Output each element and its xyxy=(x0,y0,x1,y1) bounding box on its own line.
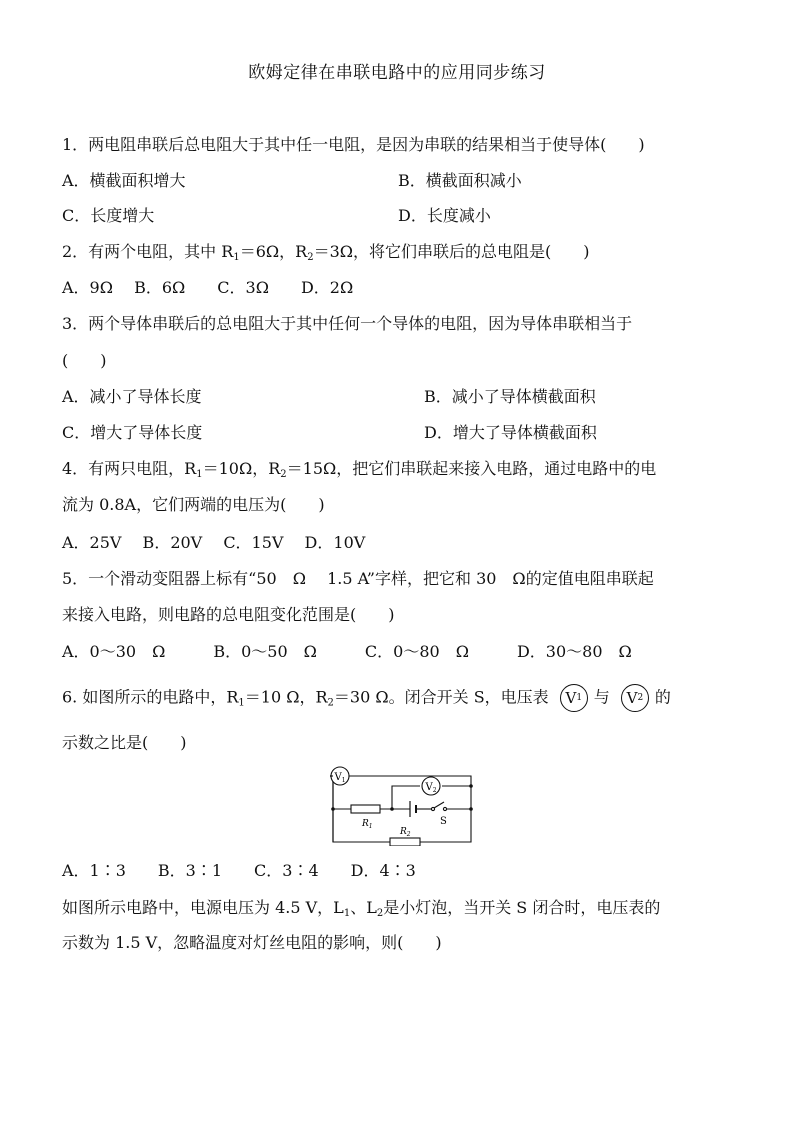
question-1-option-b: B．横截面积减小 xyxy=(398,171,522,190)
question-3-option-d: D．增大了导体横截面积 xyxy=(424,423,597,442)
question-1-option-c: C．长度增大 xyxy=(62,206,155,225)
question-5-stem-cont: 来接入电路，则电路的总电阻变化范围是( ) xyxy=(62,605,395,624)
question-3-option-a: A．减小了导体长度 xyxy=(62,387,202,406)
page-title: 欧姆定律在串联电路中的应用同步练习 xyxy=(248,63,546,83)
voltmeter-v2-icon: V 2 xyxy=(621,684,649,712)
question-6-stem: 6. 如图所示的电路中，$R_1=10$ Ω，$R_2=30$ Ω。闭合开关 S，电压表 V 1 与 V 2 的 xyxy=(62,684,671,715)
question-4-stem: 4．有两只电阻，$R_1=10\Omega$，$R_2=15\Omega$，把它们串联起来接入电路，通过电路中的电 xyxy=(62,459,657,480)
circuit-r2-label: $R_2$ xyxy=(400,827,411,838)
circuit-v1-label: $V_1$ xyxy=(334,772,346,784)
question-3-option-b: B．减小了导体横截面积 xyxy=(424,387,596,406)
question-5-options: A．0～30 Ω B．0～50 Ω C．0～80 Ω D．30～80 Ω xyxy=(62,642,632,661)
question-2-options: A．9Ω B．6Ω C．3Ω D．2Ω xyxy=(62,278,354,297)
question-4-options: A．25V B．20V C．15V D．10V xyxy=(62,533,366,552)
question-6-stem-cont: 示数之比是( ) xyxy=(62,733,187,752)
question-3-stem-cont: ( ) xyxy=(62,351,107,370)
question-4-stem-cont: 流为 0.8A，它们两端的电压为( ) xyxy=(62,495,325,514)
circuit-v2-label: $V_2$ xyxy=(425,782,437,794)
question-1-stem: 1．两电阻串联后总电阻大于其中任一电阻，是因为串联的结果相当于使导体( ) xyxy=(62,135,645,154)
voltmeter-v1-icon: V 1 xyxy=(560,684,588,712)
question-1-option-d: D．长度减小 xyxy=(398,206,491,225)
question-2-stem: 2．有两个电阻，其中 $R_1=6\Omega$，$R_2=3\Omega$，将它们串联后的总电阻是( ) xyxy=(62,242,590,263)
question-1-option-a: A．横截面积增大 xyxy=(62,171,186,190)
question-5-stem: 5．一个滑动变阻器上标有“50 Ω 1.5 A”字样，把它和 30 Ω的定值电阻串联起 xyxy=(62,569,654,588)
circuit-s-label: S xyxy=(440,816,447,827)
question-7-stem: 如图所示电路中，电源电压为 4.5 V，$L_1$、$L_2$是小灯泡，当开关 S 闭合时，电压表的 xyxy=(62,898,661,919)
circuit-r1-label: $R_1$ xyxy=(362,819,373,830)
circuit-meters xyxy=(328,764,478,846)
question-3-stem: 3．两个导体串联后的总电阻大于其中任何一个导体的电阻，因为导体串联相当于 xyxy=(62,314,633,333)
question-7-stem-cont: 示数为 1.5 V，忽略温度对灯丝电阻的影响，则( ) xyxy=(62,933,442,952)
question-6-options: A．1∶3 B．3∶1 C．3∶4 D．4∶3 xyxy=(62,861,416,880)
question-3-option-c: C．增大了导体长度 xyxy=(62,423,203,442)
